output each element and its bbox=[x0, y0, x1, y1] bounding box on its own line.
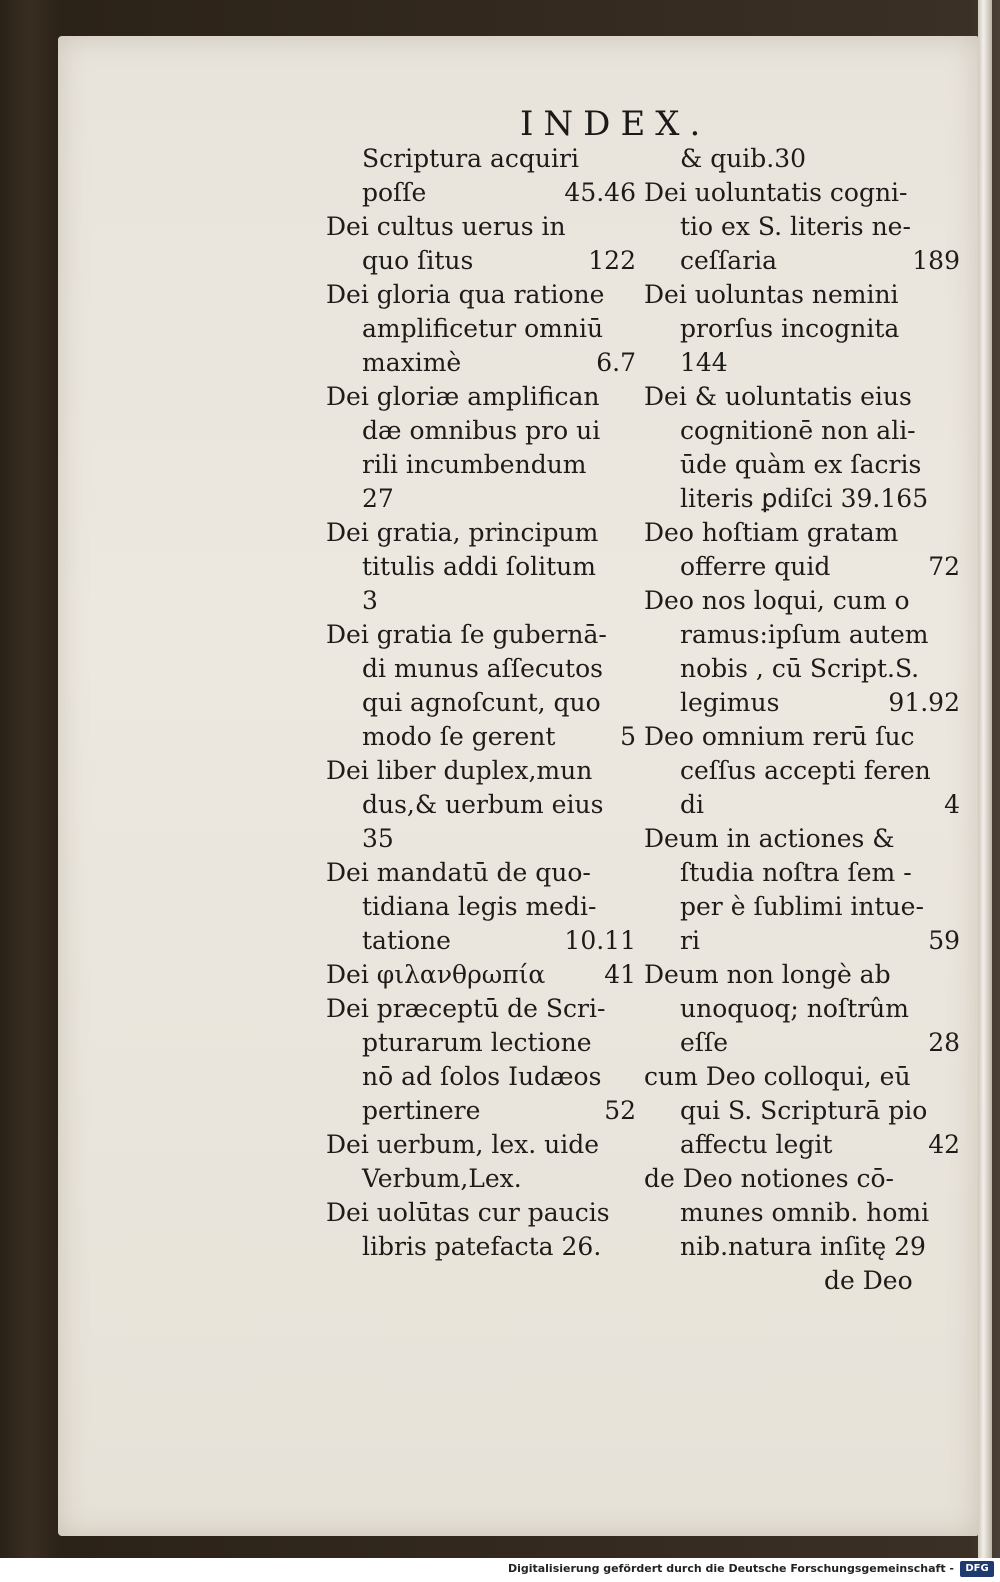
entry-text: Dei gratia, principum bbox=[326, 518, 599, 547]
index-entry-line bbox=[644, 278, 974, 312]
entry-page-number: 59 bbox=[928, 926, 960, 955]
index-entry-line bbox=[326, 1060, 656, 1094]
entry-text: modo ſe gerent bbox=[362, 722, 556, 751]
entry-text: Dei gratia ſe gubernā- bbox=[326, 620, 607, 649]
index-entry-line bbox=[644, 482, 974, 516]
entry-page-number: 10.11 bbox=[564, 926, 636, 955]
index-entry-line bbox=[644, 1094, 974, 1128]
entry-text: Dei liber duplex,mun bbox=[326, 756, 593, 785]
index-entry-line bbox=[644, 380, 974, 414]
index-entry-line bbox=[326, 584, 656, 618]
entry-text: tatione bbox=[362, 926, 451, 955]
entry-page-number: 52 bbox=[604, 1096, 636, 1125]
entry-text: titulis addi ſolitum bbox=[362, 552, 596, 581]
entry-text: nō ad ſolos Iudæos bbox=[362, 1062, 602, 1091]
entry-text: ramus:ipſum autem bbox=[680, 620, 929, 649]
index-entry-line bbox=[644, 1060, 974, 1094]
index-entry-line bbox=[326, 210, 656, 244]
index-entry-line bbox=[326, 550, 656, 584]
entry-text: quo ſitus bbox=[362, 246, 474, 275]
entry-text: ſtudia noſtra ſem - bbox=[680, 858, 912, 887]
entry-text: Dei mandatū de quo- bbox=[326, 858, 591, 887]
index-entry-line bbox=[326, 856, 656, 890]
index-entry-line bbox=[644, 1162, 974, 1196]
index-entry-line bbox=[644, 856, 974, 890]
entry-text: Dei gloria qua ratione bbox=[326, 280, 605, 309]
entry-text: di munus aſſecutos bbox=[362, 654, 603, 683]
entry-text: tidiana legis medi- bbox=[362, 892, 597, 921]
footer-bar bbox=[0, 1558, 1000, 1582]
entry-page-number: 91.92 bbox=[888, 688, 960, 717]
index-entry-line bbox=[644, 1264, 974, 1298]
entry-text: affectu legit bbox=[680, 1130, 833, 1159]
index-entry-line bbox=[326, 924, 656, 958]
entry-text: poſſe bbox=[362, 178, 427, 207]
index-entry-line bbox=[644, 142, 974, 176]
index-entry-line bbox=[644, 312, 974, 346]
index-entry-line bbox=[644, 516, 974, 550]
entry-text: ceſſaria bbox=[680, 246, 778, 275]
index-entry-line bbox=[326, 516, 656, 550]
entry-text: literis ꝑdiſci 39.165 bbox=[680, 484, 929, 513]
entry-text: de Deo notiones cō- bbox=[644, 1164, 894, 1193]
index-entry-line bbox=[326, 176, 656, 210]
entry-page-number: 42 bbox=[928, 1130, 960, 1159]
index-entry-line bbox=[326, 1094, 656, 1128]
entry-text: Deum in actiones & bbox=[644, 824, 895, 853]
entry-text: ūde quàm ex ſacris bbox=[680, 450, 922, 479]
index-entry-line bbox=[644, 414, 974, 448]
index-entry-line bbox=[326, 822, 656, 856]
index-entry-line bbox=[326, 754, 656, 788]
index-entry-line bbox=[644, 550, 974, 584]
entry-text: Deum non longè ab bbox=[644, 960, 891, 989]
index-entry-line bbox=[644, 788, 974, 822]
entry-text: nib.natura inſitę 29 bbox=[680, 1232, 926, 1261]
entry-text: pertinere bbox=[362, 1096, 481, 1125]
index-entry-line bbox=[326, 652, 656, 686]
index-entry-line bbox=[326, 278, 656, 312]
dfg-logo-icon: DFG bbox=[960, 1561, 994, 1577]
entry-text: Dei cultus uerus in bbox=[326, 212, 566, 241]
entry-text: qui S. Scripturā pio bbox=[680, 1096, 928, 1125]
index-entry-line bbox=[326, 414, 656, 448]
entry-page-number: 5 bbox=[620, 722, 636, 751]
entry-text: Deo nos loqui, cum o bbox=[644, 586, 910, 615]
entry-text: cognitionē non ali- bbox=[680, 416, 916, 445]
index-column-left bbox=[326, 142, 656, 1264]
entry-text: dus,& uerbum eius bbox=[362, 790, 604, 819]
entry-text: de Deo bbox=[824, 1266, 913, 1295]
index-entry-line bbox=[644, 890, 974, 924]
index-entry-line bbox=[326, 686, 656, 720]
entry-text: dæ omnibus pro ui bbox=[362, 416, 601, 445]
entry-text: Deo hoſtiam gratam bbox=[644, 518, 899, 547]
index-entry-line bbox=[644, 1128, 974, 1162]
entry-text: & quib.30 bbox=[680, 144, 807, 173]
entry-text: qui agnoſcunt, quo bbox=[362, 688, 601, 717]
entry-text: prorſus incognita bbox=[680, 314, 900, 343]
entry-text: amplificetur omniū bbox=[362, 314, 604, 343]
entry-text: Dei uoluntas nemini bbox=[644, 280, 899, 309]
entry-text: di bbox=[680, 790, 704, 819]
entry-page-number: 72 bbox=[928, 552, 960, 581]
index-entry-line bbox=[326, 992, 656, 1026]
index-entry-line bbox=[326, 618, 656, 652]
entry-text: cum Deo colloqui, eū bbox=[644, 1062, 911, 1091]
index-entry-line bbox=[644, 992, 974, 1026]
entry-text: Dei gloriæ amplifican bbox=[326, 382, 600, 411]
index-entry-line bbox=[644, 958, 974, 992]
entry-text: 27 bbox=[362, 484, 394, 513]
entry-text: Verbum,Lex. bbox=[362, 1164, 522, 1193]
index-entry-line bbox=[326, 244, 656, 278]
index-entry-line bbox=[644, 176, 974, 210]
index-entry-line bbox=[326, 1128, 656, 1162]
index-entry-line bbox=[644, 244, 974, 278]
footer-credit: Digitalisierung gefördert durch die Deutsche Forschungsgemeinschaft - bbox=[507, 1562, 954, 1575]
index-entry-line bbox=[644, 448, 974, 482]
entry-text: rili incumbendum bbox=[362, 450, 587, 479]
index-entry-line bbox=[644, 1196, 974, 1230]
entry-text: tio ex S. literis ne- bbox=[680, 212, 911, 241]
entry-page-number: 28 bbox=[928, 1028, 960, 1057]
entry-text: unoquoq; noſtrûm bbox=[680, 994, 909, 1023]
entry-text: Deo omnium rerū ſuc bbox=[644, 722, 915, 751]
index-entry-line bbox=[326, 1162, 656, 1196]
entry-text: munes omnib. homi bbox=[680, 1198, 930, 1227]
index-entry-line bbox=[326, 448, 656, 482]
index-entry-line bbox=[644, 1026, 974, 1060]
index-entry-line bbox=[326, 958, 656, 992]
index-entry-line bbox=[644, 686, 974, 720]
entry-page-number: 45.46 bbox=[564, 178, 636, 207]
entry-text: libris patefacta 26. bbox=[362, 1232, 602, 1261]
entry-text: Dei uolūtas cur paucis bbox=[326, 1198, 610, 1227]
entry-text: Dei & uoluntatis eius bbox=[644, 382, 912, 411]
index-entry-line bbox=[326, 380, 656, 414]
index-entry-line bbox=[326, 142, 656, 176]
entry-text: Scriptura acquiri bbox=[362, 144, 579, 173]
index-entry-line bbox=[644, 210, 974, 244]
page-title: INDEX. bbox=[520, 104, 711, 144]
index-entry-line bbox=[326, 482, 656, 516]
entry-text: nobis , cū Script.S. bbox=[680, 654, 920, 683]
index-entry-line bbox=[326, 788, 656, 822]
entry-text: Dei præceptū de Scri- bbox=[326, 994, 606, 1023]
index-entry-line bbox=[326, 890, 656, 924]
entry-text: per è ſublimi intue- bbox=[680, 892, 924, 921]
entry-page-number: 4 bbox=[944, 790, 960, 819]
index-entry-line bbox=[326, 346, 656, 380]
index-entry-line bbox=[326, 312, 656, 346]
entry-text: pturarum lectione bbox=[362, 1028, 592, 1057]
index-column-right bbox=[644, 142, 974, 1298]
entry-text: legimus bbox=[680, 688, 780, 717]
index-entry-line bbox=[326, 1230, 656, 1264]
entry-text: ceſſus accepti feren bbox=[680, 756, 931, 785]
entry-page-number: 189 bbox=[912, 246, 960, 275]
entry-text: maximè bbox=[362, 348, 462, 377]
entry-text: Dei uerbum, lex. uide bbox=[326, 1130, 600, 1159]
index-entry-line bbox=[644, 1230, 974, 1264]
index-entry-line bbox=[644, 754, 974, 788]
entry-text: offerre quid bbox=[680, 552, 831, 581]
entry-page-number: 6.7 bbox=[596, 348, 636, 377]
index-entry-line bbox=[644, 346, 974, 380]
page-edge bbox=[978, 0, 992, 1558]
index-entry-line bbox=[644, 652, 974, 686]
entry-text: ri bbox=[680, 926, 700, 955]
entry-text: Dei uoluntatis cogni- bbox=[644, 178, 908, 207]
index-entry-line bbox=[644, 822, 974, 856]
entry-text: eſſe bbox=[680, 1028, 729, 1057]
entry-text: 144 bbox=[680, 348, 728, 377]
entry-text: 3 bbox=[362, 586, 378, 615]
entry-page-number: 41 bbox=[604, 960, 636, 989]
entry-text: Dei φιλανθρωπία bbox=[326, 960, 546, 989]
entry-page-number: 122 bbox=[588, 246, 636, 275]
index-entry-line bbox=[644, 720, 974, 754]
index-entry-line bbox=[644, 618, 974, 652]
index-entry-line bbox=[326, 1196, 656, 1230]
index-entry-line bbox=[326, 720, 656, 754]
index-entry-line bbox=[326, 1026, 656, 1060]
entry-text: 35 bbox=[362, 824, 394, 853]
index-entry-line bbox=[644, 924, 974, 958]
index-entry-line bbox=[644, 584, 974, 618]
